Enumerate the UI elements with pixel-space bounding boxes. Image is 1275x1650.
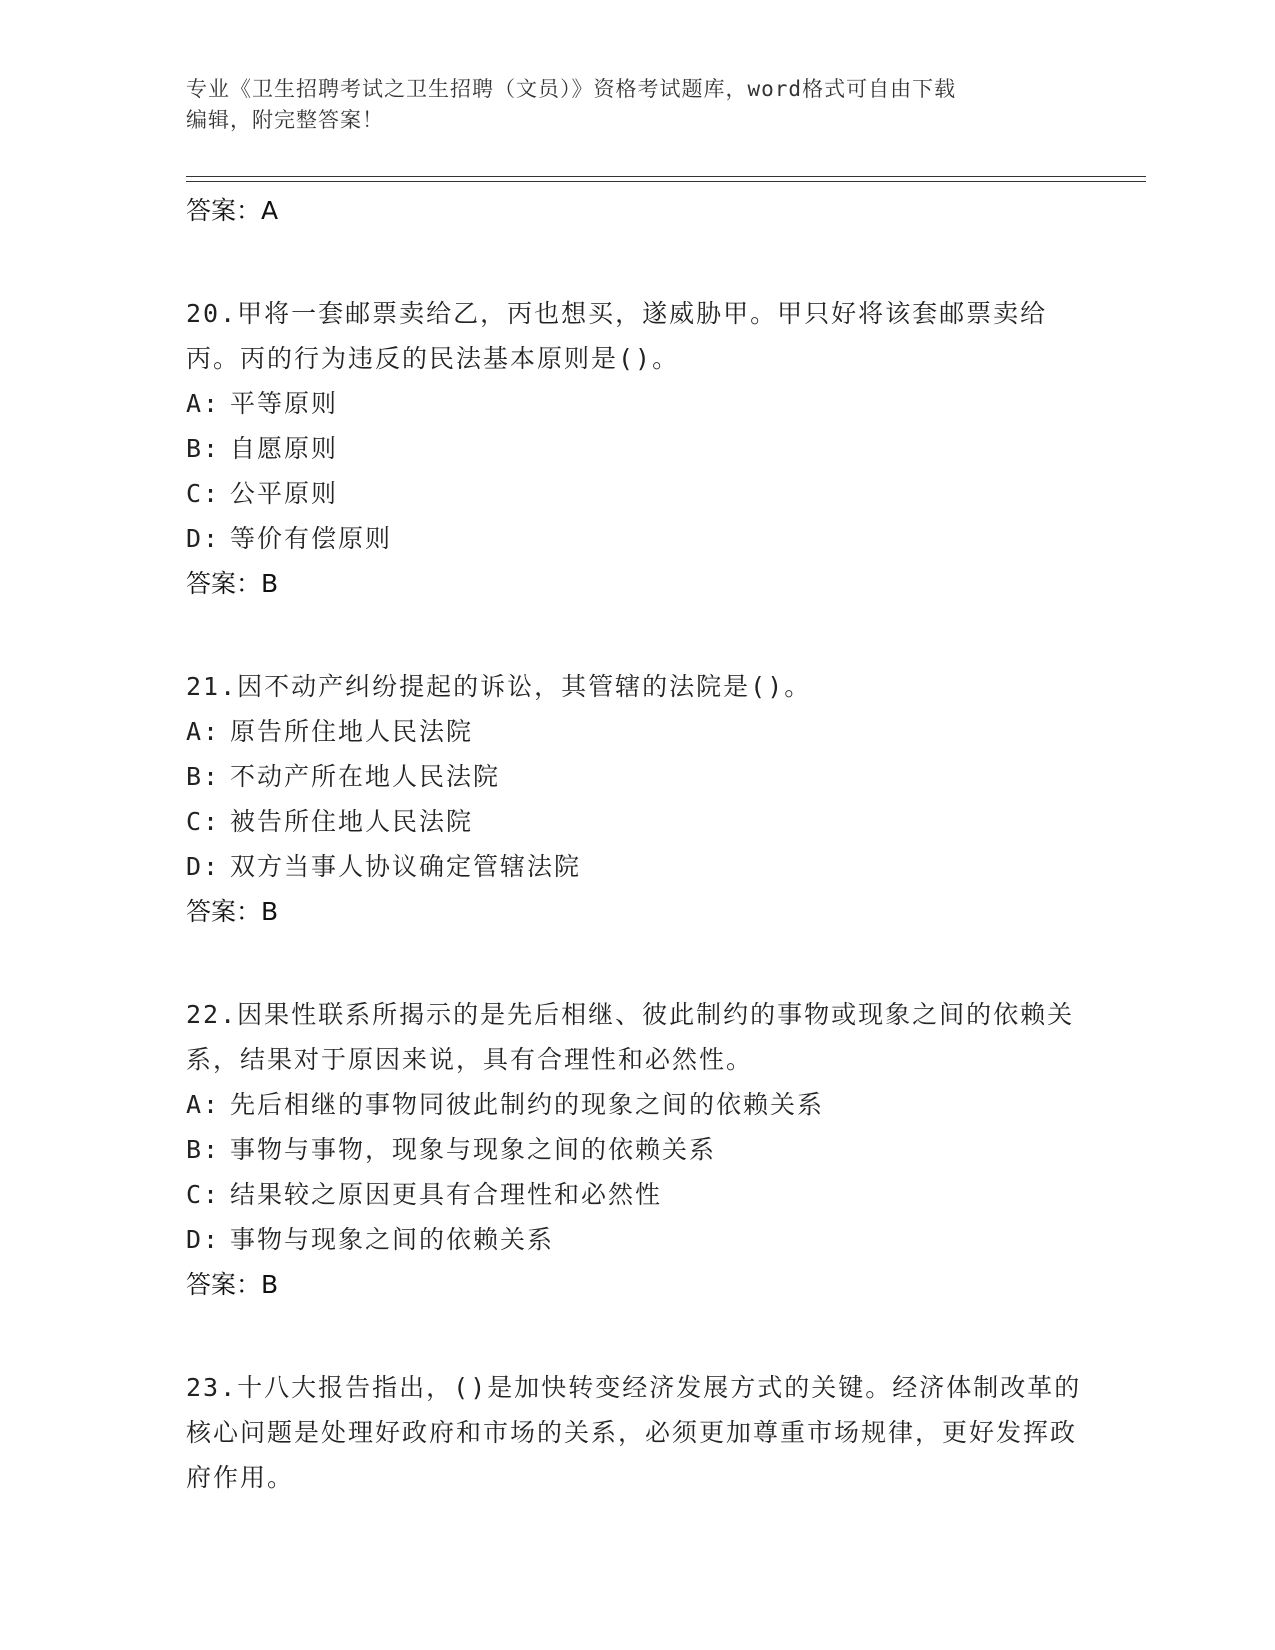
option-letter: B:	[186, 762, 221, 791]
header-line-1: 专业《卫生招聘考试之卫生招聘（文员）》资格考试题库，word格式可自由下载	[186, 77, 957, 101]
answer-line: 答案：B	[186, 1270, 279, 1299]
option-text: 事物与现象之间的依赖关系	[230, 1225, 555, 1254]
option-text: 双方当事人协议确定管辖法院	[230, 852, 582, 881]
option-text: 公平原则	[230, 479, 339, 508]
option-d	[186, 1217, 1086, 1262]
option-d	[186, 516, 1086, 561]
option-text: 原告所住地人民法院	[230, 717, 474, 746]
header-line-2: 编辑，附完整答案！	[186, 108, 384, 132]
option-c	[186, 1172, 1086, 1217]
option-text: 平等原则	[230, 389, 339, 418]
answer-line: 答案：B	[186, 897, 279, 926]
question-stem: 22.因果性联系所揭示的是先后相继、彼此制约的事物或现象之间的依赖关系，结果对于原因来说，具有合理性和必然性。	[186, 1000, 1075, 1074]
option-letter: D:	[186, 852, 221, 881]
answer-line: 答案：A	[186, 196, 279, 225]
option-letter: C:	[186, 479, 221, 508]
option-letter: B:	[186, 1135, 221, 1164]
option-a	[186, 709, 1086, 754]
header-divider-bottom	[186, 181, 1146, 182]
question-list	[186, 188, 1086, 1500]
option-text: 自愿原则	[230, 434, 339, 463]
option-b	[186, 426, 1086, 471]
question-item	[186, 664, 1086, 934]
option-letter: C:	[186, 1180, 221, 1209]
option-letter: B:	[186, 434, 221, 463]
question-item	[186, 291, 1086, 606]
option-b	[186, 754, 1086, 799]
option-b	[186, 1127, 1086, 1172]
question-item	[186, 992, 1086, 1307]
option-letter: D:	[186, 1225, 221, 1254]
option-c	[186, 471, 1086, 516]
option-letter: D:	[186, 524, 221, 553]
header-divider-top	[186, 176, 1146, 177]
option-letter: A:	[186, 389, 221, 418]
option-letter: A:	[186, 1090, 221, 1119]
option-text: 等价有偿原则	[230, 524, 393, 553]
option-text: 先后相继的事物同彼此制约的现象之间的依赖关系	[230, 1090, 825, 1119]
answer-line: 答案：B	[186, 569, 279, 598]
option-letter: A:	[186, 717, 221, 746]
option-text: 被告所住地人民法院	[230, 807, 474, 836]
option-c	[186, 799, 1086, 844]
option-text: 结果较之原因更具有合理性和必然性	[230, 1180, 663, 1209]
option-letter: C:	[186, 807, 221, 836]
option-a	[186, 381, 1086, 426]
question-item	[186, 1365, 1086, 1500]
option-text: 不动产所在地人民法院	[230, 762, 501, 791]
question-stem: 20.甲将一套邮票卖给乙，丙也想买，遂威胁甲。甲只好将该套邮票卖给丙。丙的行为违反的民法基本原则是()。	[186, 299, 1048, 373]
question-stem: 21.因不动产纠纷提起的诉讼，其管辖的法院是()。	[186, 672, 812, 701]
option-a	[186, 1082, 1086, 1127]
question-stem: 23.十八大报告指出，()是加快转变经济发展方式的关键。经济体制改革的核心问题是处理好政府和市场的关系，必须更加尊重市场规律，更好发挥政府作用。	[186, 1373, 1082, 1492]
document-header	[186, 74, 1066, 136]
option-d	[186, 844, 1086, 889]
option-text: 事物与事物，现象与现象之间的依赖关系	[230, 1135, 717, 1164]
